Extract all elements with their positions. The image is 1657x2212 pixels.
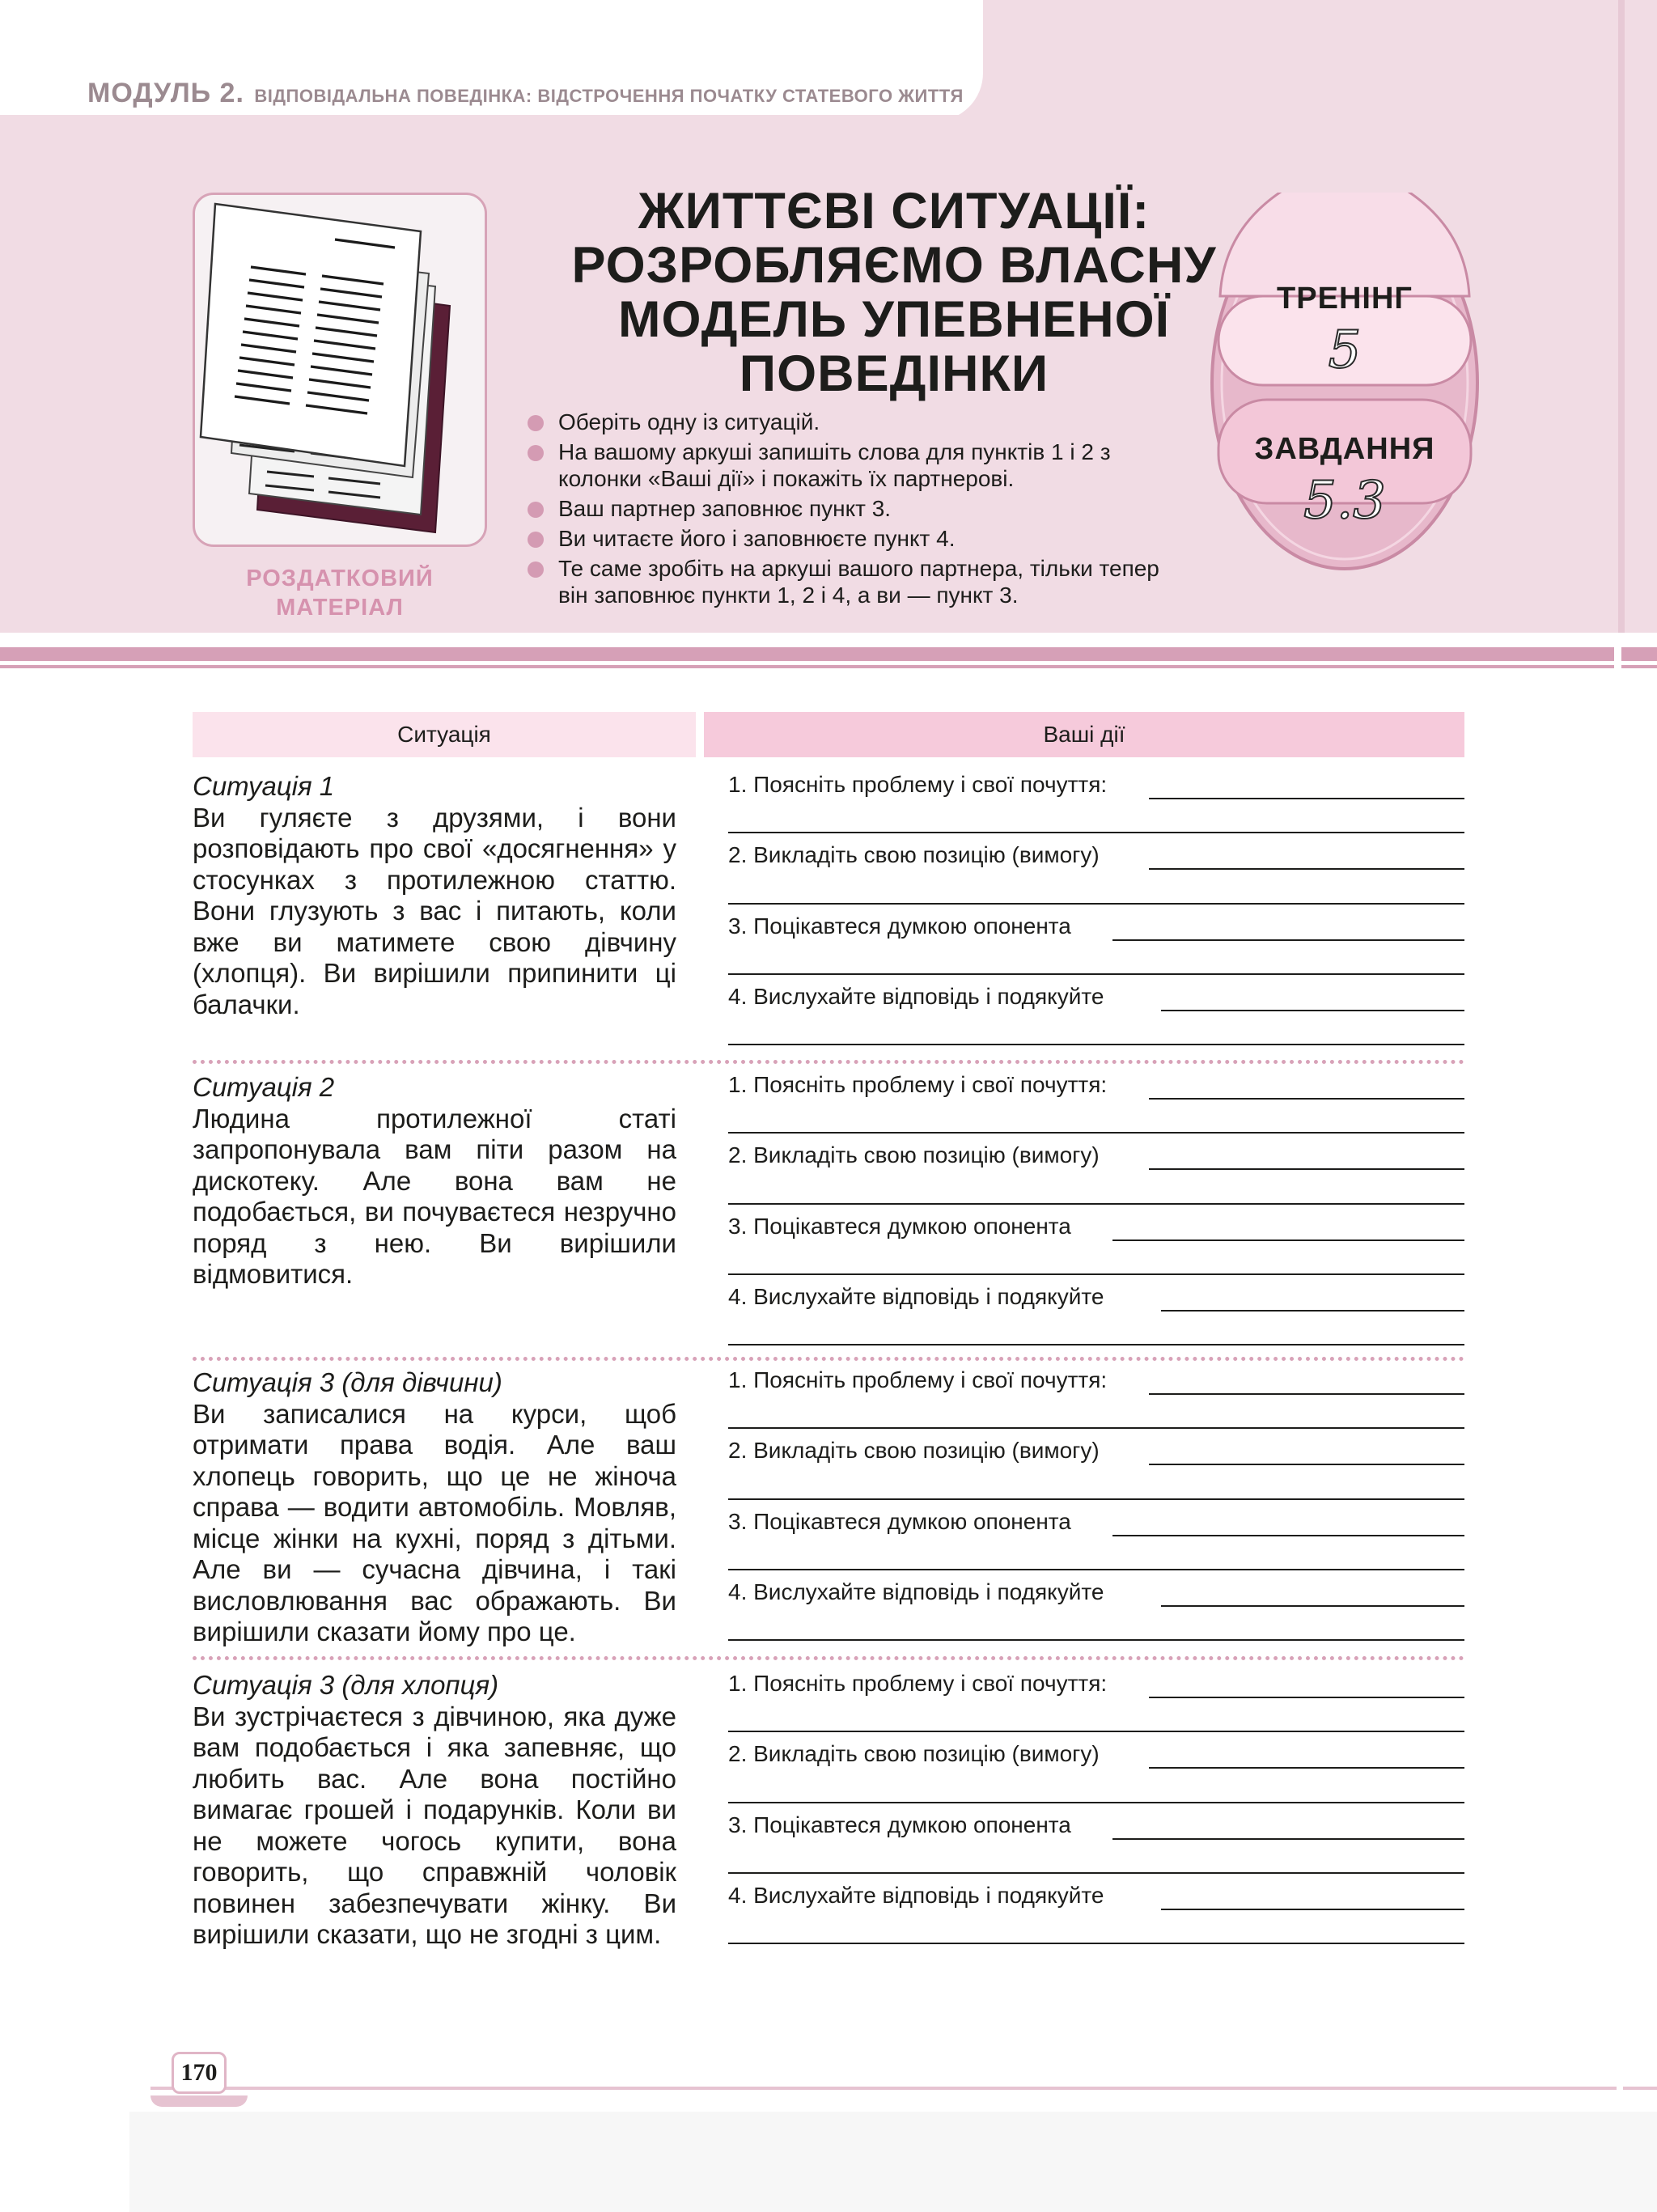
answer-line[interactable] xyxy=(1112,939,1464,941)
answer-line[interactable] xyxy=(728,1344,1464,1345)
column-header-situation: Ситуація xyxy=(193,712,696,757)
action-label: 4. Вислухайте відповідь і подякуйте xyxy=(728,1883,1104,1908)
handout-caption-line2: МАТЕРІАЛ xyxy=(276,595,404,621)
page-title xyxy=(518,184,1270,401)
title-line: РОЗРОБЛЯЄМО ВЛАСНУ xyxy=(571,237,1217,294)
title-line: МОДЕЛЬ УПЕВНЕНОЇ xyxy=(618,291,1170,348)
answer-line[interactable] xyxy=(1149,868,1464,870)
answer-line[interactable] xyxy=(1149,1464,1464,1465)
answer-line[interactable] xyxy=(728,1273,1464,1275)
divider-bar xyxy=(0,665,1614,668)
situation-title: Ситуація 3 (для дівчини) xyxy=(193,1367,502,1397)
action-label: 3. Поцікавтеся думкою опонента xyxy=(728,913,1071,939)
training-label: ТРЕНІНГ xyxy=(1277,282,1413,316)
title-line: ЖИТТЄВІ СИТУАЦІЇ: xyxy=(638,183,1151,239)
answer-line[interactable] xyxy=(728,1872,1464,1874)
module-subtitle: ВІДПОВІДАЛЬНА ПОВЕДІНКА: ВІДСТРОЧЕННЯ ПОЧАТКУ СТАТЕВОГО ЖИТТЯ xyxy=(254,86,964,106)
answer-line[interactable] xyxy=(1112,1239,1464,1241)
bullet-icon xyxy=(528,502,544,518)
row-divider xyxy=(193,1357,1464,1361)
instruction-item: Оберіть одну із ситуацій. xyxy=(524,409,1188,435)
situation-cell xyxy=(193,1670,676,1951)
answer-line[interactable] xyxy=(1149,798,1464,799)
module-label: МОДУЛЬ 2. xyxy=(87,78,244,108)
bullet-icon xyxy=(528,415,544,431)
answer-line[interactable] xyxy=(728,1639,1464,1641)
action-label: 3. Поцікавтеся думкою опонента xyxy=(728,1812,1071,1837)
action-label: 2. Викладіть свою позицію (вимогу) xyxy=(728,1438,1100,1463)
action-label: 2. Викладіть свою позицію (вимогу) xyxy=(728,1142,1100,1167)
answer-line[interactable] xyxy=(1112,1838,1464,1840)
action-label: 1. Поясніть проблему і свої почуття: xyxy=(728,772,1108,797)
situation-cell xyxy=(193,771,676,1020)
action-label: 2. Викладіть свою позицію (вимогу) xyxy=(728,842,1100,867)
situation-title: Ситуація 3 (для хлопця) xyxy=(193,1670,499,1700)
action-label: 1. Поясніть проблему і свої почуття: xyxy=(728,1072,1108,1097)
action-label: 2. Викладіть свою позицію (вимогу) xyxy=(728,1741,1100,1766)
instructions-list xyxy=(524,409,1188,612)
bullet-icon xyxy=(528,532,544,548)
column-header-actions: Ваші дії xyxy=(704,712,1464,757)
situation-text: Ви гуляєте з друзями, і вони розповідають про свої «досягнення» у стосунках з протилежною статтю. Вони глузують з вас і питають, коли вже ви матимете свою дівчину (хлопця). Ви вирішили припинити ці балачки. xyxy=(193,802,676,1019)
answer-line[interactable] xyxy=(1112,1535,1464,1536)
answer-line[interactable] xyxy=(1149,1697,1464,1698)
answer-line[interactable] xyxy=(728,1943,1464,1944)
row-divider xyxy=(193,1060,1464,1064)
action-label: 1. Поясніть проблему і свої почуття: xyxy=(728,1671,1108,1696)
action-label: 3. Поцікавтеся думкою опонента xyxy=(728,1214,1071,1239)
handout-caption-line1: РОЗДАТКОВИЙ xyxy=(246,566,434,591)
action-label: 4. Вислухайте відповідь і подякуйте xyxy=(728,1284,1104,1309)
action-label: 3. Поцікавтеся думкою опонента xyxy=(728,1509,1071,1534)
action-label: 4. Вислухайте відповідь і подякуйте xyxy=(728,1579,1104,1604)
answer-line[interactable] xyxy=(1149,1393,1464,1395)
situation-cell xyxy=(193,1072,676,1290)
document-stack-icon xyxy=(193,193,487,547)
divider-bar xyxy=(1621,647,1657,661)
answer-line[interactable] xyxy=(728,973,1464,975)
handout-caption xyxy=(193,564,487,622)
situation-title: Ситуація 1 xyxy=(193,771,335,801)
page-tab xyxy=(150,2095,248,2107)
training-number: 5 xyxy=(1328,320,1362,380)
answer-line[interactable] xyxy=(728,903,1464,905)
answer-line[interactable] xyxy=(728,1569,1464,1570)
situation-text: Ви зустрічаєтеся з дівчиною, яка дуже вам подобається і яка запевняє, що любить вас. Але вона постійно вимагає грошей і подарунків. Коли ви не можете чогось купити, вона говорить, що справжній чоловік повинен забезпечувати жінку. Ви вирішили сказати, що не згодні з цим. xyxy=(193,1701,676,1949)
answer-line[interactable] xyxy=(728,1132,1464,1134)
instruction-item: Ваш партнер заповнює пункт 3. xyxy=(524,495,1188,522)
situation-text: Людина протилежної статі запропонувала вам піти разом на дискотеку. Але вона вам не подобається, ви почуваєтеся незручно поряд з нею. Ви вирішили відмовитися. xyxy=(193,1103,676,1289)
answer-line[interactable] xyxy=(728,1044,1464,1045)
answer-line[interactable] xyxy=(1161,1310,1464,1312)
instruction-item: Те саме зробіть на аркуші вашого партнера, тільки тепер він заповнює пункти 1, 2 і 4, а ви — пункт 3. xyxy=(524,555,1188,608)
bottom-margin xyxy=(129,2112,1657,2212)
answer-line[interactable] xyxy=(1161,1909,1464,1910)
page-number: 170 xyxy=(172,2052,227,2094)
answer-line[interactable] xyxy=(728,1427,1464,1429)
answer-line[interactable] xyxy=(728,1203,1464,1205)
task-label: ЗАВДАННЯ xyxy=(1254,432,1435,466)
situation-title: Ситуація 2 xyxy=(193,1072,335,1102)
action-label: 1. Поясніть проблему і свої почуття: xyxy=(728,1367,1108,1392)
divider-bar xyxy=(1621,665,1657,668)
bullet-icon xyxy=(528,561,544,578)
module-heading xyxy=(87,78,964,109)
instruction-item: На вашому аркуші запишіть слова для пунктів 1 і 2 з колонки «Ваші дії» і покажіть їх партнерові. xyxy=(524,439,1188,492)
title-line: ПОВЕДІНКИ xyxy=(739,345,1049,402)
answer-line[interactable] xyxy=(1149,1168,1464,1170)
task-number: 5.3 xyxy=(1303,471,1386,531)
bullet-icon xyxy=(528,445,544,461)
footer-rule xyxy=(150,2087,1617,2090)
answer-line[interactable] xyxy=(1161,1010,1464,1011)
situation-cell xyxy=(193,1367,676,1648)
answer-line[interactable] xyxy=(728,1802,1464,1803)
answer-line[interactable] xyxy=(728,1498,1464,1500)
edge-strip xyxy=(1618,0,1625,633)
answer-line[interactable] xyxy=(1149,1098,1464,1100)
answer-line[interactable] xyxy=(728,1731,1464,1732)
instruction-item: Ви читаєте його і заповнюєте пункт 4. xyxy=(524,525,1188,552)
situation-text: Ви записалися на курси, щоб отримати права водія. Але ваш хлопець говорить, що це не жіноча справа — водити автомобіль. Мовляв, місце жінки на кухні, поряд з дітьми. Але ви — сучасна дівчина, і такі висловлювання вас ображають. Ви вирішили сказати йому про це. xyxy=(193,1398,676,1646)
row-divider xyxy=(193,1656,1464,1660)
footer-rule xyxy=(1623,2087,1657,2090)
action-label: 4. Вислухайте відповідь і подякуйте xyxy=(728,984,1104,1009)
divider-bar xyxy=(0,647,1614,661)
answer-line[interactable] xyxy=(728,832,1464,833)
answer-line[interactable] xyxy=(1161,1605,1464,1607)
answer-line[interactable] xyxy=(1149,1767,1464,1769)
